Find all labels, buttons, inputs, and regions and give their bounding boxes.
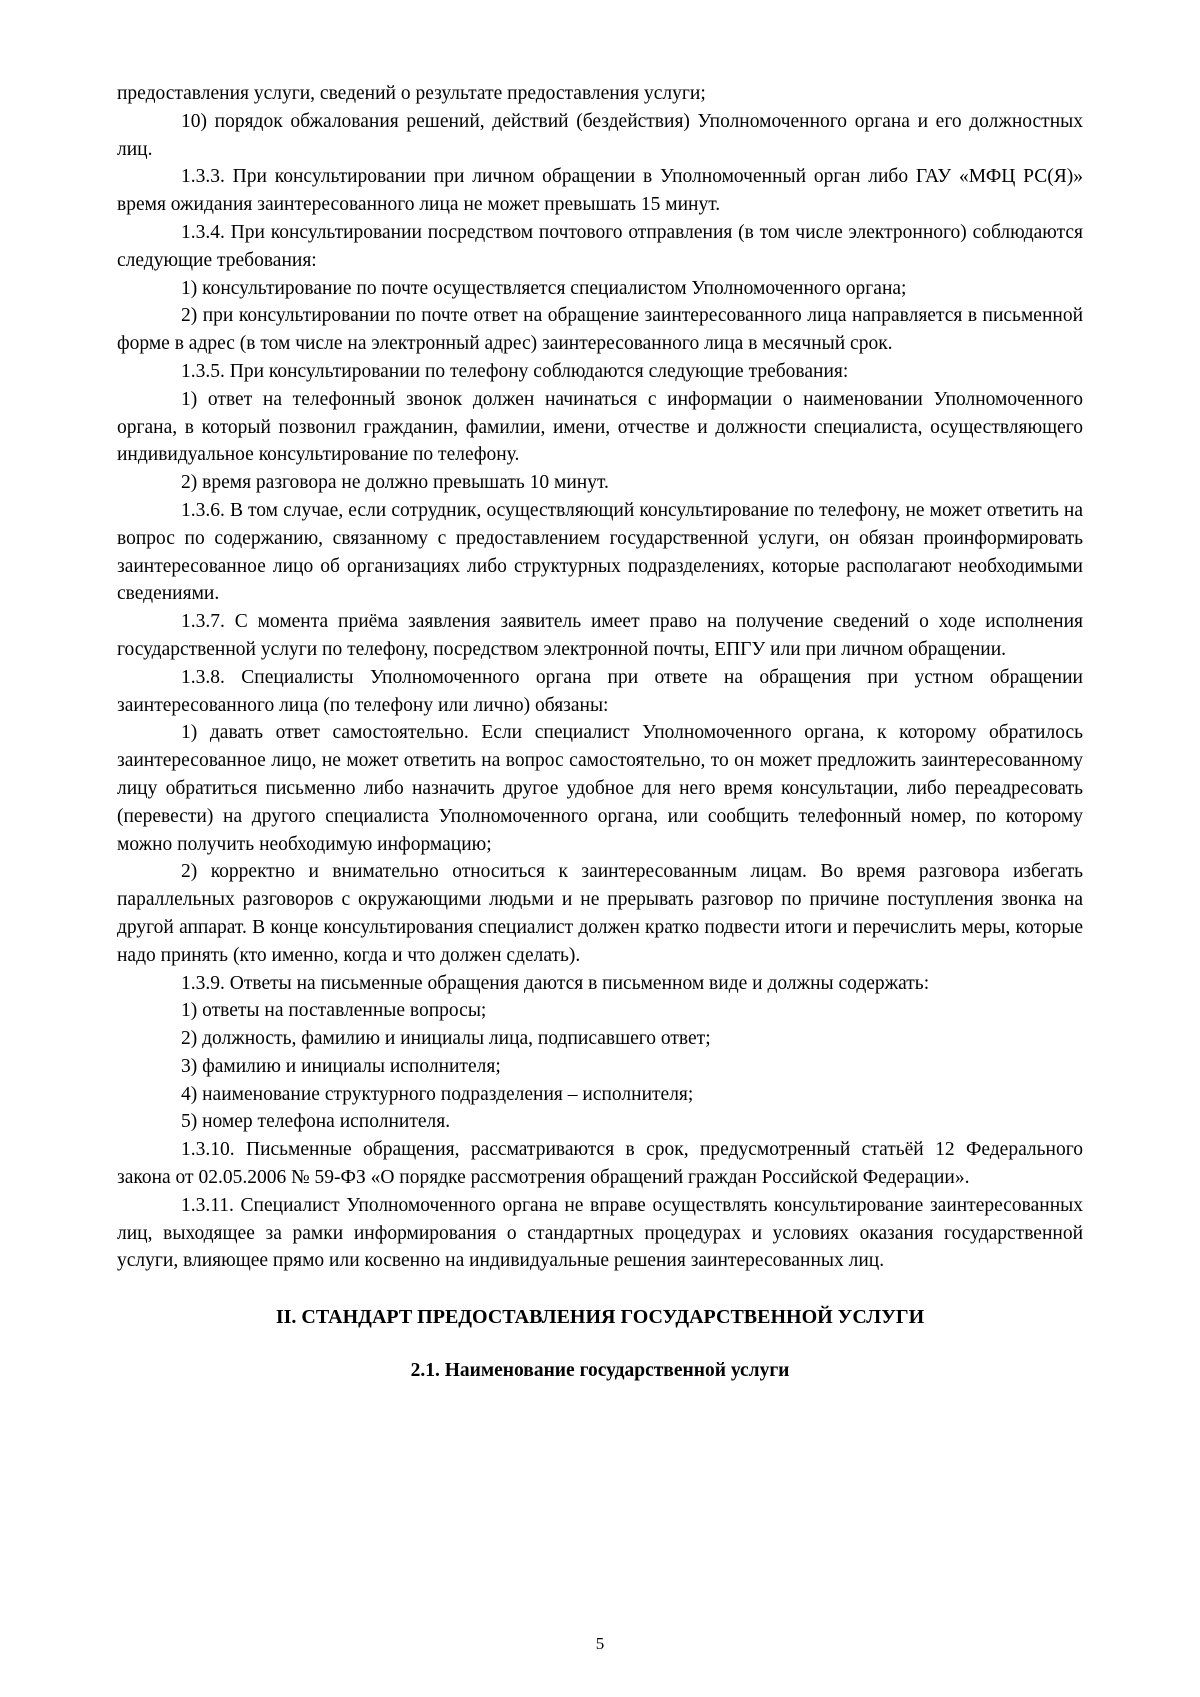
paragraph-1-3-9-item-5: 5) номер телефона исполнителя.: [181, 1111, 451, 1133]
paragraph-item-10: 10) порядок обжалования решений, действий (бездействия) Уполномоченного органа и его должностных лиц.: [117, 110, 1083, 160]
subsection-heading: 2.1. Наименование государственной услуги: [410, 1360, 790, 1382]
paragraph-1-3-3: 1.3.3. При консультировании при личном обращении в Уполномоченный орган либо ГАУ «МФЦ РС(Я)» время ожидания заинтересованного лица не может превышать 15 минут.: [117, 166, 1083, 216]
paragraph-1-3-5: 1.3.5. При консультировании по телефону соблюдаются следующие требования:: [181, 360, 849, 382]
paragraph-1-3-8-item-2: 2) корректно и внимательно относиться к заинтересованным лицам. Во время разговора избегать параллельных разговоров с окружающими людьми и не прерывать разговор по причине поступления звонка на другой аппарат. В конце консультирования специалист должен кратко подвести итоги и перечислить меры, которые надо принять (кто именно, когда и что должен сделать).: [117, 861, 1083, 966]
paragraph-1-3-4-item-1: 1) консультирование по почте осуществляется специалистом Уполномоченного органа;: [181, 277, 907, 299]
paragraph-1-3-9-item-1: 1) ответы на поставленные вопросы;: [181, 1000, 487, 1022]
paragraph-1-3-9-item-4: 4) наименование структурного подразделения – исполнителя;: [181, 1083, 694, 1105]
paragraph-1-3-4: 1.3.4. При консультировании посредством почтового отправления (в том числе электронного) соблюдаются следующие требования:: [117, 221, 1083, 271]
page-number: 5: [595, 1634, 605, 1653]
paragraph-1-3-7: 1.3.7. С момента приёма заявления заявитель имеет право на получение сведений о ходе исполнения государственной услуги по телефону, посредством электронной почты, ЕПГУ или при личном обращении.: [117, 611, 1083, 660]
paragraph-1-3-11: 1.3.11. Специалист Уполномоченного органа не вправе осуществлять консультирование заинтересованных лиц, выходящее за рамки информирования о стандартных процедурах и условиях оказания государственной услуги, влияющее прямо или косвенно на индивидуальные решения заинтересованных лиц.: [117, 1194, 1083, 1272]
section-heading: II. СТАНДАРТ ПРЕДОСТАВЛЕНИЯ ГОСУДАРСТВЕННОЙ УСЛУГИ: [275, 1306, 925, 1329]
paragraph-1-3-9-item-3: 3) фамилию и инициалы исполнителя;: [181, 1055, 501, 1077]
paragraph-1-3-9: 1.3.9. Ответы на письменные обращения даются в письменном виде и должны содержать:: [181, 972, 930, 994]
paragraph-continuation: предоставления услуги, сведений о результате предоставления услуги;: [117, 83, 706, 104]
paragraph-1-3-10: 1.3.10. Письменные обращения, рассматриваются в срок, предусмотренный статьёй 12 Федерального закона от 02.05.2006 № 59-ФЗ «О порядке рассмотрения обращений граждан Российской Федерации».: [117, 1139, 1083, 1189]
document-body: [117, 80, 1083, 1385]
paragraph-1-3-8-item-1: 1) давать ответ самостоятельно. Если специалист Уполномоченного органа, к которому обратилось заинтересованное лицо, не может ответить на вопрос самостоятельно, то он может предложить заинтересованному лицу обратиться письменно либо назначить другое удобное для него время консультации, либо переадресовать (перевести) на другого специалиста Уполномоченного органа, или сообщить телефонный номер, по которому можно получить необходимую информацию;: [117, 722, 1083, 855]
paragraph-1-3-8: 1.3.8. Специалисты Уполномоченного органа при ответе на обращения при устном обращении заинтересованного лица (по телефону или лично) обязаны:: [117, 666, 1083, 716]
paragraph-1-3-9-item-2: 2) должность, фамилию и инициалы лица, подписавшего ответ;: [181, 1028, 711, 1050]
paragraph-1-3-4-item-2: 2) при консультировании по почте ответ на обращение заинтересованного лица направляется в письменной форме в адрес (в том числе на электронный адрес) заинтересованного лица в месячный срок.: [117, 305, 1083, 355]
paragraph-1-3-5-item-2: 2) время разговора не должно превышать 10 минут.: [181, 472, 609, 494]
paragraph-1-3-5-item-1: 1) ответ на телефонный звонок должен начинаться с информации о наименовании Уполномоченного органа, в который позвонил гражданин, фамилии, имени, отчестве и должности специалиста, осуществляющего индивидуальное консультирование по телефону.: [117, 388, 1083, 466]
paragraph-1-3-6: 1.3.6. В том случае, если сотрудник, осуществляющий консультирование по телефону, не может ответить на вопрос по содержанию, связанному с предоставлением государственной услуги, он обязан проинформировать заинтересованное лицо об организациях либо структурных подразделениях, которые располагают необходимыми сведениями.: [117, 499, 1083, 605]
